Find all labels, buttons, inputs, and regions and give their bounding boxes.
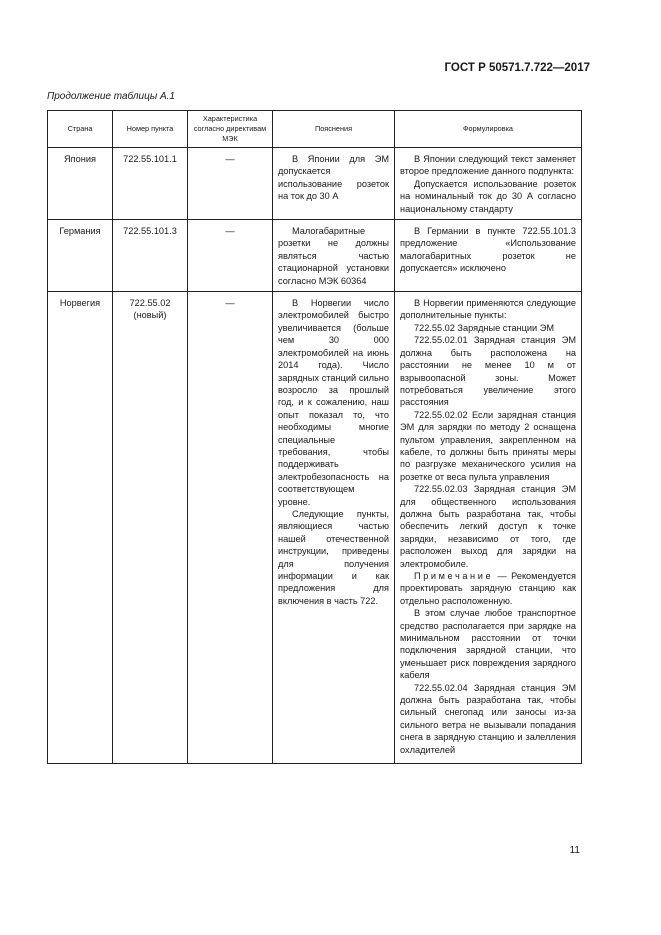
- page-number: 11: [569, 845, 580, 856]
- clause-cell: [113, 292, 188, 764]
- wording-paragraph: 722.55.02.01 Зарядная станция ЭМ должна быть расположена на расстоянии не менее 10 м от взрывоопасной зоны. Может потребоваться увеличение этого расстояния: [400, 335, 576, 408]
- explanation-paragraph: Малогабаритные розетки не должны являться частью стационарной установки согласно МЭК 60364: [278, 226, 389, 286]
- column-header-country: Страна: [48, 111, 113, 148]
- wording-paragraph: В Германии в пункте 722.55.101.3 предложение «Использование малогабаритных розеток не допускается» исключено: [400, 226, 576, 274]
- wording-paragraph: 722.55.02.02 Если зарядная станция ЭМ для зарядки по методу 2 оснащена пультом управления, закрепленном на кабеле, то должны быть приняты меры по разгрузке механического усилия на розетке от веса пульта управления: [400, 409, 576, 482]
- table-row-germany: [48, 220, 582, 292]
- clause-cell: 722.55.101.1: [113, 148, 188, 220]
- explanation-paragraph: Следующие пункты, являющиеся частью нашей отечественной инструкции, приведены для получения информации и как предложения для включения в часть 722.: [278, 508, 389, 606]
- wording-paragraph: 722.55.02.03 Зарядная станция ЭМ для общественного использования должна быть разработана так, чтобы обеспечить легкий доступ к точке зарядки, независимо от того, где расположен выход для зарядки на электромобиле.: [400, 484, 576, 569]
- clause-cell: 722.55.101.3: [113, 220, 188, 292]
- wording-paragraph: Допускается использование розеток на номинальный ток до 30 А согласно национальному стандарту: [400, 178, 576, 214]
- wording-cell: [395, 292, 582, 764]
- table-header-row: [48, 111, 582, 148]
- wording-paragraph: В этом случае любое транспортное средство располагается при зарядке на минимальном расстоянии от точки подключения зарядной станции, что уменьшает риск повреждения зарядного кабеля: [400, 608, 576, 681]
- wording-paragraph: В Норвегии применяются следующие дополнительные пункты:: [400, 298, 576, 321]
- wording-cell: [395, 148, 582, 220]
- characteristic-cell: —: [188, 220, 273, 292]
- explanation-cell: [273, 292, 395, 764]
- explanation-cell: [273, 220, 395, 292]
- column-header-explanation: Пояснения: [273, 111, 395, 148]
- column-header-wording: Формулировка: [395, 111, 582, 148]
- table-row-norway: [48, 292, 582, 764]
- wording-paragraph: 722.55.02.04 Зарядная станция ЭМ должна быть разработана так, чтобы сильный снегопад или заносы из-за сильного ветра не вызывали попадания снега в зарядную станцию и залелления охладителей: [400, 682, 576, 755]
- country-cell: Япония: [48, 148, 113, 220]
- wording-paragraph: 722.55.02 Зарядные станции ЭМ: [414, 322, 554, 333]
- country-cell: Норвегия: [48, 292, 113, 764]
- country-cell: Германия: [48, 220, 113, 292]
- clause-number: 722.55.02: [129, 298, 171, 309]
- table-row-japan: [48, 148, 582, 220]
- annex-table: [47, 110, 582, 764]
- note-label: Примечание: [414, 571, 494, 581]
- explanation-paragraph: В Японии для ЭМ допускается использование розеток на ток до 30 А: [278, 154, 389, 202]
- note-text: — Рекомендуется проектировать зарядную станцию как отдельно расположенную.: [400, 571, 576, 606]
- characteristic-cell: —: [188, 148, 273, 220]
- explanation-cell: [273, 148, 395, 220]
- table-caption: Продолжение таблицы А.1: [47, 91, 175, 102]
- explanation-paragraph: В Норвегии число электромобилей быстро увеличивается (больше чем 30 000 электромобилей на июнь 2014 года). Число зарядных станций сильно возросло за прошлый год, и к сожалению, наш опыт показал то, что необходимы многие специальные требования, чтобы поддерживать электробезопасность на соответствующем уровне.: [278, 298, 389, 507]
- column-header-characteristic: Характеристика согласно директивам МЭК: [188, 111, 273, 148]
- column-header-clause: Номер пункта: [113, 111, 188, 148]
- clause-note: (новый): [133, 310, 167, 321]
- characteristic-cell: —: [188, 292, 273, 764]
- wording-paragraph: В Японии следующий текст заменяет второе предложение данного подпункта:: [400, 154, 576, 177]
- note-paragraph: [400, 570, 576, 607]
- wording-cell: [395, 220, 582, 292]
- document-header: ГОСТ Р 50571.7.722—2017: [444, 62, 590, 74]
